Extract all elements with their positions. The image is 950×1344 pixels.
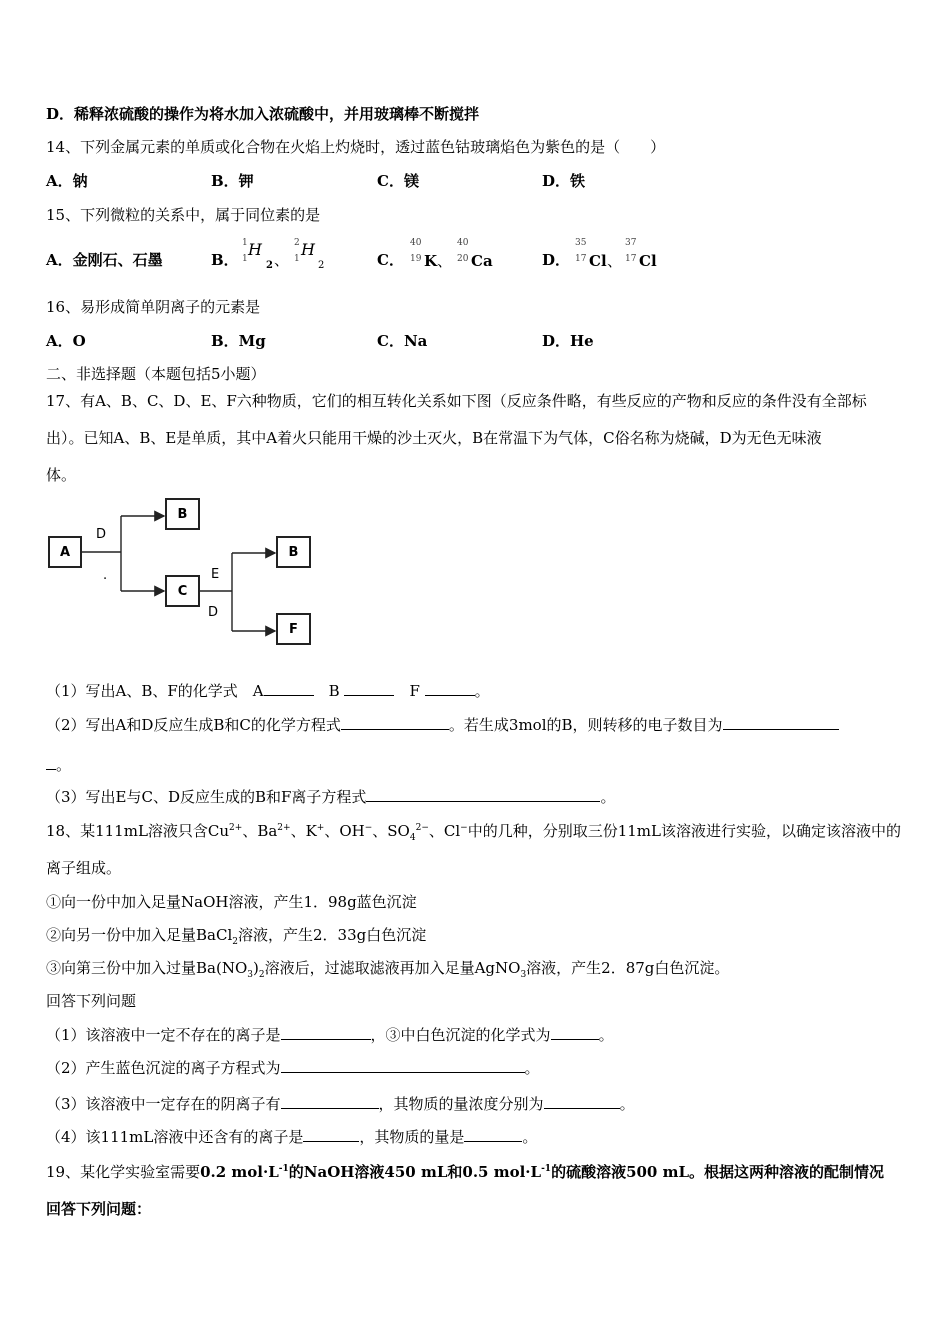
- answer-blank-a[interactable]: [264, 681, 314, 696]
- answer-blank-anions[interactable]: [281, 1094, 379, 1109]
- answer-blank-absent-ions[interactable]: [281, 1025, 371, 1040]
- box-a: A: [48, 536, 82, 568]
- q16-option-d: D．He: [542, 332, 594, 350]
- q18-part4: （4）该111mL溶液中还含有的离子是 ，其物质的量是 。: [46, 1128, 538, 1146]
- label-d-2: D: [208, 605, 219, 620]
- answer-blank-ionic[interactable]: [366, 787, 600, 802]
- q14-stem: 14、下列金属元素的单质或化合物在火焰上灼烧时，透过蓝色钴玻璃焰色为紫色的是（ ）: [46, 138, 666, 156]
- q18-step3: ③向第三份中加入过量$Ba(NO_3)_2$溶液后，过滤取滤液再加入足量AgNO$_3$溶液，产生2．87g白色沉淀。: [46, 959, 730, 980]
- q15-stem: 15、下列微粒的关系中，属于同位素的是: [46, 206, 321, 224]
- q16-option-c: C．Na: [377, 332, 428, 350]
- answer-blank-f[interactable]: [425, 681, 475, 696]
- q13-option-d: D．稀释浓硫酸的操作为将水加入浓硫酸中，并用玻璃棒不断搅拌: [46, 105, 480, 123]
- q16-option-a: A．O: [46, 332, 86, 350]
- box-b-second: B: [276, 536, 311, 568]
- q17-part2: （2）写出A和D反应生成B和C的化学方程式 。若生成3mol的B，则转移的电子数目为: [46, 715, 839, 735]
- answer-blank-equation[interactable]: [341, 715, 449, 730]
- q18-line2: 离子组成。: [46, 859, 122, 877]
- q18-step1: ①向一份中加入足量NaOH溶液，产生1．98g蓝色沉淀: [46, 893, 417, 911]
- q14-option-a: A．钠: [46, 172, 88, 190]
- q17-part1: （1）写出A、B、F的化学式 A B F 。: [46, 682, 490, 700]
- label-dot: .: [103, 568, 108, 583]
- q18-answer-heading: 回答下列问题: [46, 992, 137, 1010]
- q18-line1: 18、某111mL溶液只含$Cu^{2+}$、$Ba^{2+}$、K+、OH−、$SO_4^{2-}$、Cl−中的几种，分别取三份11mL该溶液进行实验，以确定该溶液中的: [46, 822, 901, 843]
- q17-line1: 17、有A、B、C、D、E、F六种物质，它们的相互转化关系如下图（反应条件略，有些反应的产物和反应的条件没有全部标: [46, 392, 867, 410]
- label-d-1: D: [96, 527, 107, 542]
- q14-option-d: D．铁: [542, 172, 586, 190]
- answer-blank-concentration[interactable]: [544, 1094, 620, 1109]
- q17-part2-cont: 。: [46, 755, 71, 775]
- section-heading: 二、非选择题（本题包括5小题）: [46, 365, 266, 383]
- box-f: F: [276, 613, 311, 645]
- q19-line2: 回答下列问题：: [46, 1200, 152, 1218]
- q19-line1: 19、某化学实验室需要0.2 $mol\cdot L^{-1}$的NaOH溶液450 mL和0.5 $mol\cdot L^{-1}$的硫酸溶液500 mL。根据这两种溶液的配制情况: [46, 1163, 885, 1181]
- q18-part1: （1）该溶液中一定不存在的离子是 ，③中白色沉淀的化学式为 。: [46, 1026, 614, 1044]
- answer-blank-precipitate[interactable]: [551, 1025, 599, 1040]
- answer-blank-b[interactable]: [344, 681, 394, 696]
- q15-option-a: A．金刚石、石墨: [46, 251, 163, 269]
- answer-blank-electrons[interactable]: [723, 715, 839, 730]
- box-c: C: [165, 575, 200, 607]
- box-b: B: [165, 498, 200, 530]
- q16-stem: 16、易形成简单阴离子的元素是: [46, 298, 261, 316]
- q17-line3: 体。: [46, 466, 77, 484]
- label-e: E: [211, 567, 220, 582]
- answer-blank-other-ions[interactable]: [303, 1127, 359, 1142]
- answer-blank-amount[interactable]: [464, 1127, 522, 1142]
- q18-part2: （2）产生蓝色沉淀的离子方程式为 。: [46, 1059, 540, 1077]
- q18-step2: ②向另一份中加入足量BaCl$_2$溶液，产生2．33g白色沉淀: [46, 926, 427, 947]
- q18-part3: （3）该溶液中一定存在的阴离子有 ，其物质的量浓度分别为 。: [46, 1095, 635, 1113]
- q14-option-c: C．镁: [377, 172, 419, 190]
- answer-blank-blue-precipitate[interactable]: [281, 1058, 525, 1073]
- q14-option-b: B．钾: [211, 172, 254, 190]
- q17-part3: （3）写出E与C、D反应生成的B和F离子方程式 。: [46, 788, 616, 806]
- q17-line2: 出）。已知A、B、E是单质，其中A着火只能用干燥的沙土灭火，B在常温下为气体，C俗名称为烧碱，D为无色无味液: [46, 429, 822, 447]
- q16-option-b: B．Mg: [211, 332, 266, 350]
